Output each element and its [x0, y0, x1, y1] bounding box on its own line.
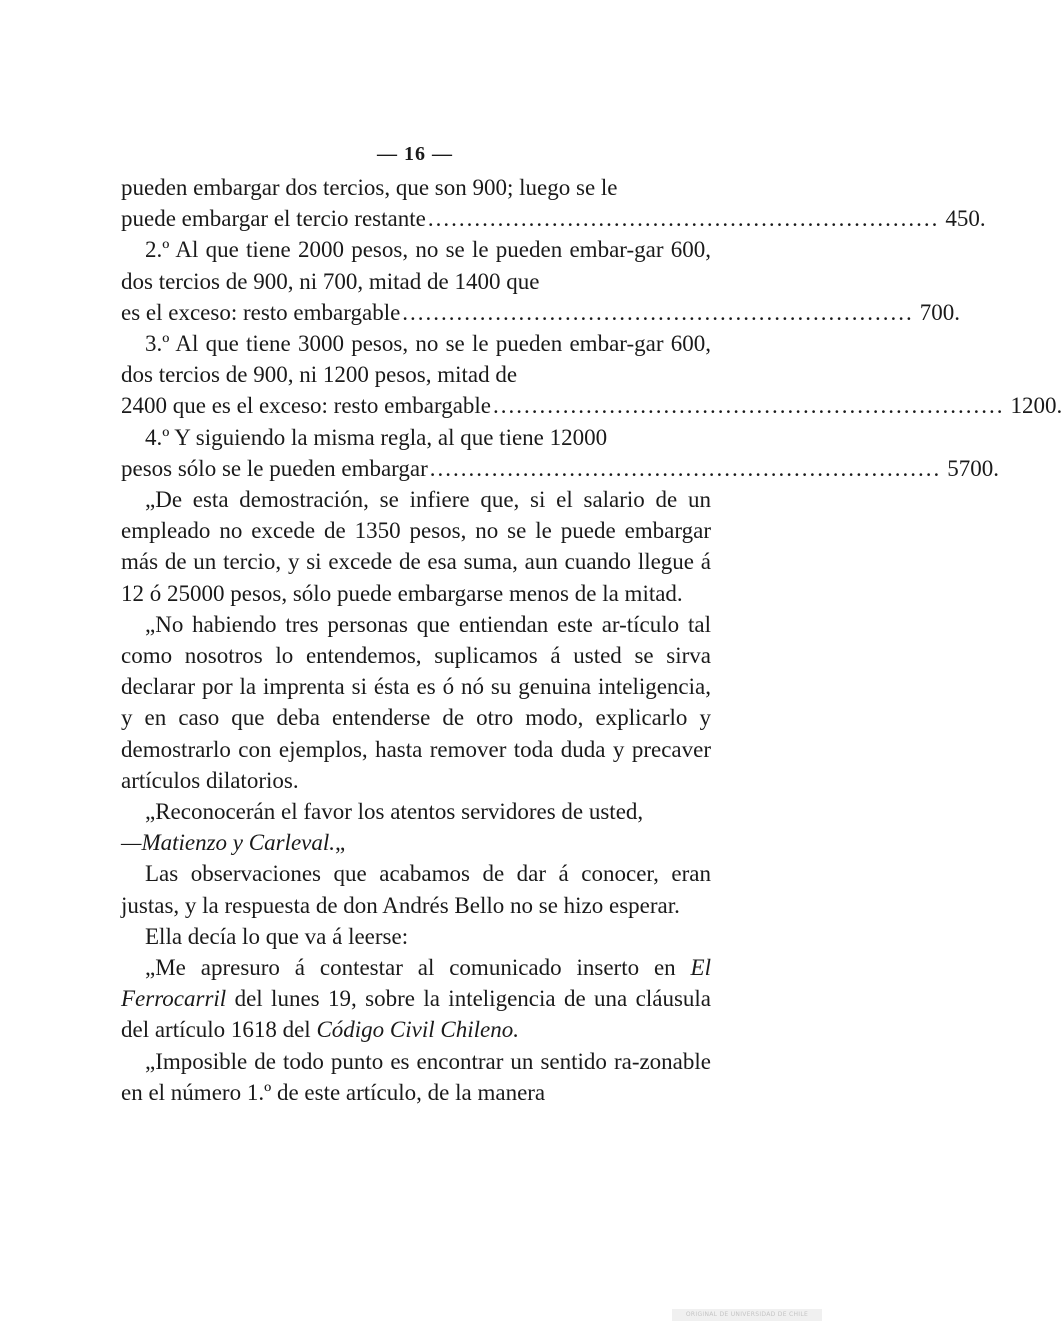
- paragraph-observations: Las observaciones que acabamos de dar á conocer, eran justas, y la respuesta de don Andrés Bello no se hizo esperar.: [121, 861, 711, 918]
- amount: 5700.: [947, 455, 1000, 481]
- dot-leader: ..................................................................: [429, 455, 942, 481]
- paragraph-request: „No habiendo tres personas que entiendan este ar-tículo tal como nosotros lo entendemos, suplicamos á usted se sirva declarar por la imprenta si ésta es ó nó su genuina inteligencia, y en caso que deba entenderse de otro modo, explicarlo y demostrarlo con ejemplos, hasta remover toda duda y precaver artículos dilatorios.: [121, 611, 711, 793]
- paragraph-item-2: 2.º Al que tiene 2000 pesos, no se le pueden embar-gar 600, dos tercios de 900, ni 700, mitad de 1400 que: [121, 237, 711, 294]
- leader-line-2: es el exceso: resto embargable .................................................................. 700.: [121, 297, 711, 328]
- amount: 700.: [919, 299, 961, 325]
- dot-leader: ..................................................................: [402, 299, 914, 325]
- paragraph-item-4: 4.º Y siguiendo la misma regla, al que tiene 12000: [145, 424, 608, 450]
- leader-line-1: puede embargar el tercio restante .................................................................. 450.: [121, 203, 711, 234]
- paragraph-reply-start: „Me apresuro á contestar al comunicado inserto en El Ferrocarril del lunes 19, sobre la inteligencia de una cláusula del artículo 1618 del Código Civil Chileno.: [121, 955, 711, 1043]
- paragraph-item-3: 3.º Al que tiene 3000 pesos, no se le pueden embar-gar 600, dos tercios de 900, ni 1200 pesos, mitad de: [121, 331, 711, 388]
- newspaper-title: El Ferrocarril: [121, 955, 711, 1012]
- paragraph-reply-body: „Imposible de todo punto es encontrar un sentido ra-zonable en el número 1.º de este artículo, de la manera: [121, 1048, 711, 1105]
- page-body: [121, 172, 1062, 1108]
- amount: 450.: [945, 206, 986, 232]
- signature: —Matienzo y Carleval.: [121, 830, 335, 856]
- paragraph-closing: „Reconocerán el favor los atentos servidores de usted,: [145, 799, 644, 825]
- paragraph-demonstration: „De esta demostración, se infiere que, si el salario de un empleado no excede de 1350 pesos, no se le puede embargar más de un tercio, y si excede de esa suma, aun cuando llegue á 12 ó 25000 pesos, sólo puede embargarse menos de la mitad.: [121, 487, 711, 606]
- dot-leader: ..................................................................: [493, 393, 1005, 419]
- library-watermark: ORIGINAL DE UNIVERSIDAD DE CHILE: [672, 1309, 822, 1321]
- page-number: — 16 —: [377, 143, 453, 165]
- closing-quote: „: [335, 830, 346, 856]
- signature-line: [121, 827, 711, 858]
- amount: 1200.: [1010, 393, 1062, 419]
- leader-line-4: pesos sólo se le pueden embargar .................................................................. 5700.: [121, 453, 711, 484]
- line-continuation: pueden embargar dos tercios, que son 900; luego se le: [121, 175, 618, 200]
- leader-line-3: 2400 que es el exceso: resto embargable .................................................................. 1200.: [121, 390, 711, 421]
- code-title: Código Civil Chileno.: [316, 1017, 519, 1043]
- dot-leader: ..................................................................: [427, 206, 940, 232]
- paragraph-intro-reply: Ella decía lo que va á leerse:: [145, 923, 409, 949]
